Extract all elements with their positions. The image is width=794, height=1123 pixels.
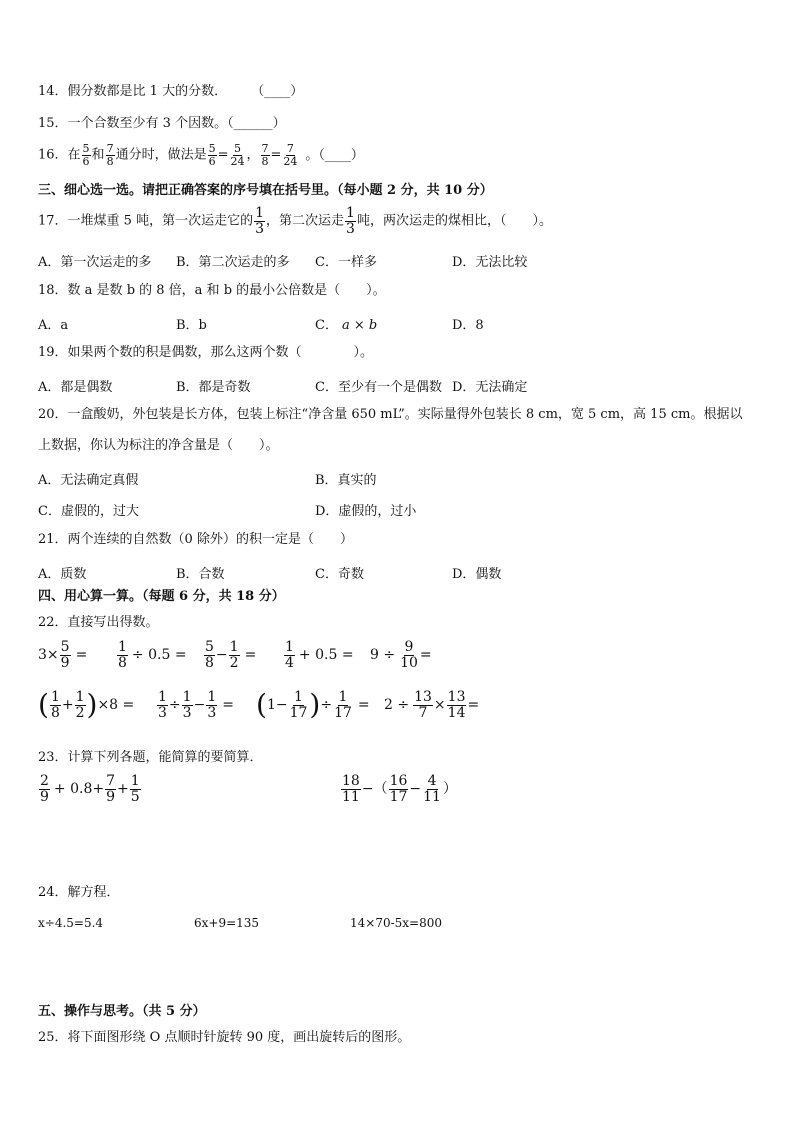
fraction: $\frac{1}{3}$ xyxy=(346,205,355,237)
option-c: C．奇数 xyxy=(315,567,364,582)
option-a: A．都是偶数 xyxy=(38,380,113,395)
question-23-title: 23．计算下列各题，能简算的要简算． xyxy=(38,750,263,765)
comma: ， xyxy=(246,147,260,163)
expression: $\frac{2}{9}$ + 0.8+ $\frac{7}{9}$ + $\frac{1}{5}$ xyxy=(40,773,140,805)
option-c: C．虚假的，过大 xyxy=(38,504,139,519)
q16-prefix: 16．在 xyxy=(38,147,81,163)
expression: $\frac{18}{11}$ −（ $\frac{16}{17}$ − $\frac{4}{11}$ ） xyxy=(342,773,457,805)
expression: ( $\frac{1}{8}$ + $\frac{1}{2}$ )×8 = xyxy=(38,688,135,722)
option-d: D．偶数 xyxy=(452,567,502,582)
question-24-title: 24．解方程． xyxy=(38,885,120,900)
question-25: 25．将下面图形绕 O 点顺时针旋转 90 度，画出旋转后的图形。 xyxy=(38,1030,411,1045)
q17-text-a: 17．一堆煤重 5 吨，第一次运走它的 xyxy=(38,213,254,229)
option-a: A．质数 xyxy=(38,567,87,582)
option-b: B．合数 xyxy=(176,567,225,582)
q17-text-b: ，第二次运走 xyxy=(266,213,345,229)
option-c-label: C． xyxy=(315,318,338,333)
fraction: $\frac{7}{8}$ xyxy=(261,142,269,168)
fraction: $\frac{5}{6}$ xyxy=(82,142,90,168)
option-a: A．无法确定真假 xyxy=(38,473,139,488)
option-c: C．一样多 xyxy=(315,255,377,270)
equation: 6x+9=135 xyxy=(194,916,260,930)
question-14 xyxy=(38,84,303,100)
option-b: B．真实的 xyxy=(315,473,377,488)
question-17 xyxy=(38,206,552,236)
option-b: B．b xyxy=(176,318,207,333)
option-b: B．都是奇数 xyxy=(176,380,251,395)
option-d: D．无法比较 xyxy=(452,255,528,270)
option-b: B．第二次运走的多 xyxy=(176,255,290,270)
question-20-line-2: 上数据，你认为标注的净含量是（ ）。 xyxy=(38,438,279,453)
fraction: $\frac{7}{24}$ xyxy=(283,142,298,168)
option-c xyxy=(315,314,377,333)
q16-and: 和 xyxy=(91,147,105,163)
fraction: $\frac{5}{24}$ xyxy=(230,142,245,168)
equals: = xyxy=(217,147,229,163)
question-14-text: 14．假分数都是比 1 大的分数． xyxy=(38,84,228,99)
expression: 2 ÷ $\frac{13}{7}$ × $\frac{13}{14}$ = xyxy=(384,689,480,721)
option-a: A．a xyxy=(38,318,69,333)
section-5-title: 五、操作与思考。（共 5 分） xyxy=(38,1004,206,1019)
question-18: 18．数 a 是数 b 的 8 倍，a 和 b 的最小公倍数是（ ）。 xyxy=(38,283,386,298)
question-21: 21．两个连续的自然数（0 除外）的积一定是（ ） xyxy=(38,532,353,547)
fraction: $\frac{5}{6}$ xyxy=(208,142,216,168)
question-19: 19．如果两个数的积是偶数，那么这两个数（ ）。 xyxy=(38,345,374,360)
option-d: D．8 xyxy=(452,318,484,333)
equation: x÷4.5=5.4 xyxy=(38,916,104,930)
expression: 9 ÷ $\frac{9}{10}$ = xyxy=(370,639,432,671)
equals: = xyxy=(270,147,282,163)
expression: $\frac{1}{4}$ + 0.5 = xyxy=(285,639,354,671)
section-3-title: 三、细心选一选。请把正确答案的序号填在括号里。（每小题 2 分，共 10 分） xyxy=(38,183,493,198)
q16-end: 。（____） xyxy=(305,147,364,163)
expression: 3× $\frac{5}{9}$ = xyxy=(38,639,88,671)
question-22-title: 22．直接写出得数。 xyxy=(38,615,159,630)
expression: (1− $\frac{1}{17}$ )÷ $\frac{1}{17}$ = xyxy=(256,688,370,722)
question-16 xyxy=(38,143,364,167)
fraction: $\frac{7}{8}$ xyxy=(106,142,114,168)
answer-blank: （____） xyxy=(251,84,304,99)
expression: $\frac{1}{8}$ ÷ 0.5 = xyxy=(118,639,187,671)
option-c: C．至少有一个是偶数 xyxy=(315,380,442,395)
section-4-title: 四、用心算一算。（每题 6 分，共 18 分） xyxy=(38,589,285,604)
q17-text-c: 吨，两次运走的煤相比，（ ）。 xyxy=(356,213,552,229)
option-a: A．第一次运走的多 xyxy=(38,255,152,270)
option-d: D．无法确定 xyxy=(452,380,528,395)
expression: $\frac{1}{3}$ ÷ $\frac{1}{3}$ − $\frac{1}{3}$ = xyxy=(158,689,234,721)
option-c-math: a × b xyxy=(341,318,378,333)
expression: $\frac{5}{8}$ − $\frac{1}{2}$ = xyxy=(205,639,257,671)
question-20-line-1: 20．一盒酸奶，外包装是长方体，包装上标注“净含量 650 mL”。实际量得外包装长 8 cm，宽 5 cm，高 15 cm。根据以 xyxy=(38,407,743,422)
question-15: 15．一个合数至少有 3 个因数。（______） xyxy=(38,116,286,131)
equation: 14×70-5x=800 xyxy=(350,916,443,930)
fraction: $\frac{1}{3}$ xyxy=(255,205,264,237)
option-d: D．虚假的，过小 xyxy=(315,504,417,519)
q16-mid: 通分时，做法是 xyxy=(115,147,207,163)
